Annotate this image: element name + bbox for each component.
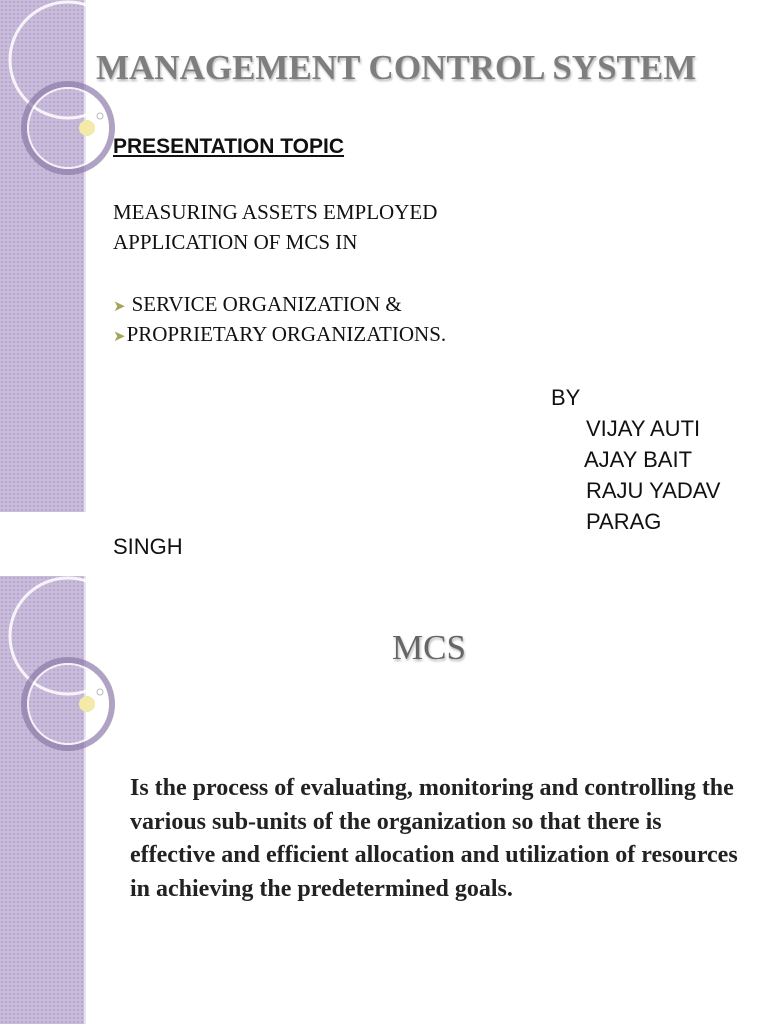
body-line: APPLICATION OF MCS IN [113, 230, 358, 254]
topic-label: PRESENTATION TOPIC [113, 135, 345, 158]
author-name: PARAG [586, 509, 662, 534]
definition-paragraph: Is the process of evaluating, monitoring and controlling the various sub-units of the organization so that there is effective and efficient allocation and utilization of resources in achieving the predetermined goals. [130, 775, 738, 902]
slide-2 [0, 576, 768, 1024]
bullet-item: ➤PROPRIETARY ORGANIZATIONS. [113, 322, 447, 346]
arrow-bullet-icon: ➤ [113, 299, 126, 315]
decorative-circles [0, 576, 140, 776]
body-line: MEASURING ASSETS EMPLOYED [113, 200, 438, 224]
author-name: RAJU YADAV [586, 478, 721, 503]
author-name: VIJAY AUTI [586, 416, 701, 441]
decorative-circles [0, 0, 140, 200]
author-name: AJAY BAIT [584, 447, 693, 472]
slide-title: MCS [392, 628, 466, 667]
slide-title: MANAGEMENT CONTROL SYSTEM [96, 48, 697, 87]
bullet-item: ➤ SERVICE ORGANIZATION & [113, 292, 402, 316]
arrow-bullet-icon: ➤ [113, 329, 126, 345]
by-label: BY [551, 385, 581, 410]
author-overflow: SINGH [113, 534, 183, 559]
